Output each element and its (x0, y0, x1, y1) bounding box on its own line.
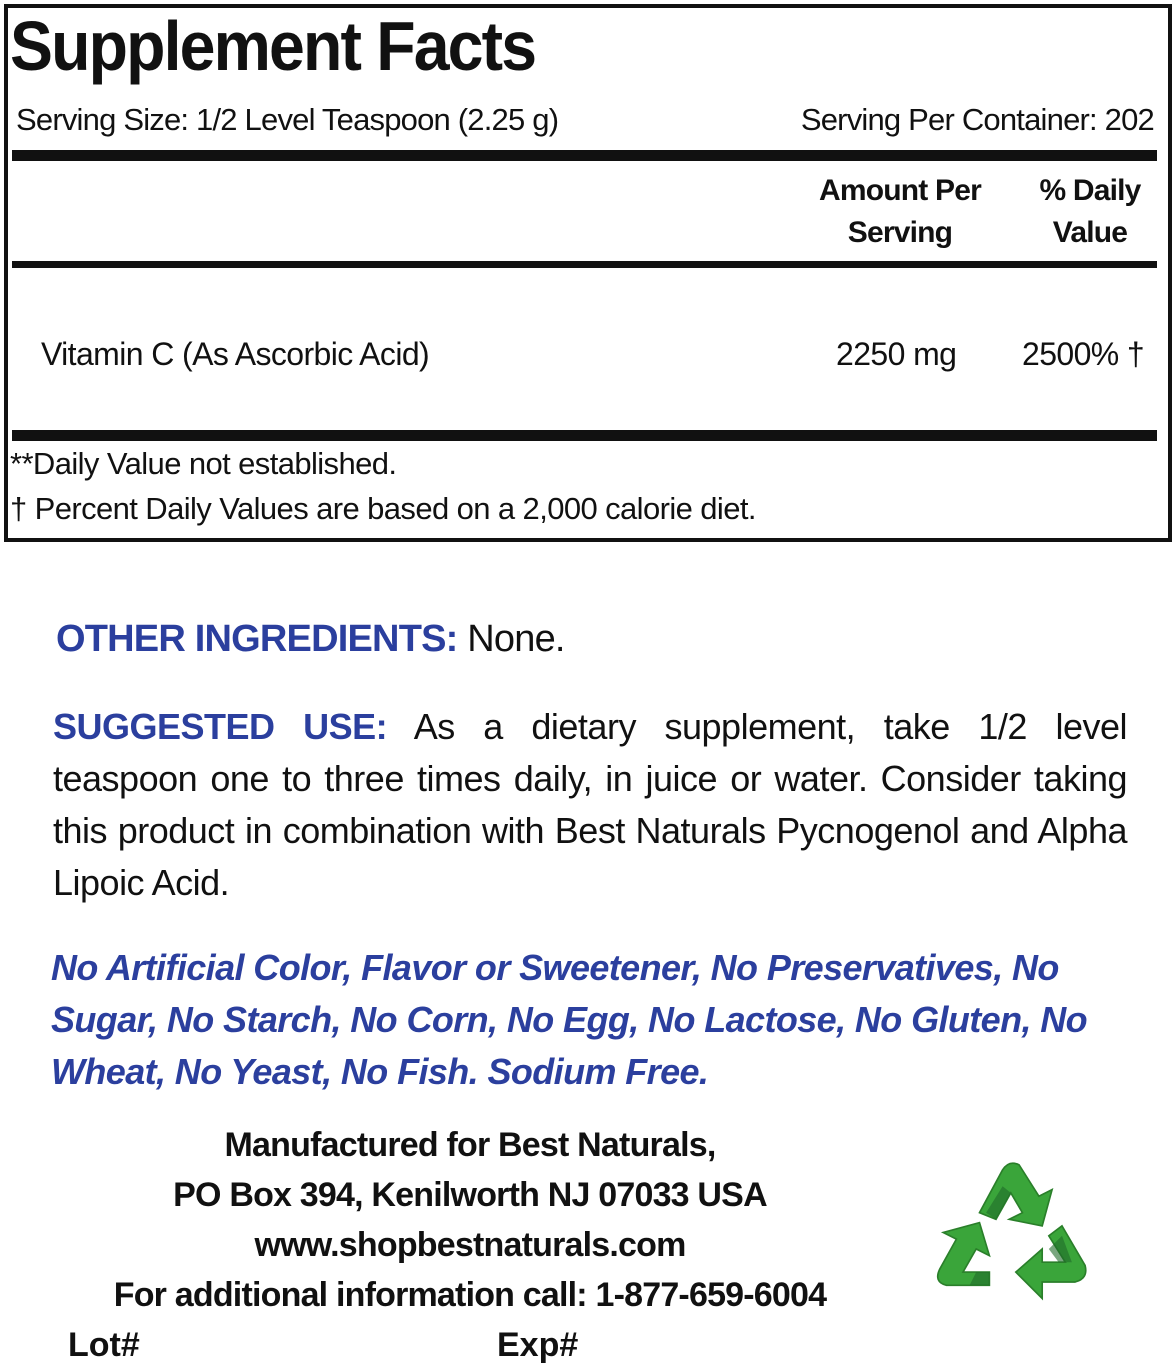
manufacturer-line: Manufactured for Best Naturals, (224, 1126, 716, 1164)
suggested-use-text: As a dietary supplement, take 1/2 level teaspoon one to three times daily, in juice or water. Consider taking this product in combination with Best Naturals Pycnogenol and Alpha Lipoic Acid. (53, 706, 1127, 903)
website-link: www.shopbestnaturals.com (254, 1226, 686, 1264)
free-from-claims: No Artificial Color, Flavor or Sweetener, No Preservatives, No Sugar, No Starch, No Corn, No Egg, No Lactose, No Gluten, No Wheat, No Yeast, No Fish. Sodium Free. (51, 947, 1088, 1092)
serving-size: Serving Size: 1/2 Level Teaspoon (2.25 g) (16, 102, 559, 137)
other-ingredients (56, 618, 565, 661)
other-ingredients-value: None. (457, 618, 565, 660)
nutrient-amount: 2250 mg (836, 336, 957, 372)
col-header-dv (1020, 170, 1160, 254)
col-header-dv-line2: Value (1052, 216, 1128, 249)
nutrient-name: Vitamin C (As Ascorbic Acid) (41, 336, 430, 372)
suggested-use (53, 701, 1127, 909)
col-header-amount (800, 170, 1000, 254)
nutrient-dv: 2500% † (1022, 336, 1145, 372)
lot-label: Lot# (68, 1326, 140, 1364)
manufacturer-info (60, 1120, 880, 1320)
other-ingredients-label: OTHER INGREDIENTS: (56, 618, 458, 660)
servings-per-container: Serving Per Container: 202 (800, 102, 1154, 137)
panel-title: Supplement Facts (10, 7, 536, 85)
address-line: PO Box 394, Kenilworth NJ 07033 USA (173, 1176, 767, 1214)
col-header-amount-line2: Serving (847, 216, 953, 249)
recycle-icon (925, 1150, 1100, 1315)
exp-label: Exp# (497, 1326, 579, 1364)
divider-thick (12, 150, 1157, 161)
col-header-dv-line1: % Daily (1039, 174, 1141, 207)
divider-thick (12, 430, 1157, 441)
suggested-use-label: SUGGESTED USE: (53, 706, 388, 747)
footnote-percent: † Percent Daily Values are based on a 2,000 calorie diet. (10, 491, 756, 526)
col-header-amount-line1: Amount Per (818, 174, 981, 207)
divider-medium (12, 261, 1157, 268)
footnote-daily-value: **Daily Value not established. (10, 446, 397, 481)
phone-line: For additional information call: 1-877-659-6004 (113, 1276, 827, 1314)
